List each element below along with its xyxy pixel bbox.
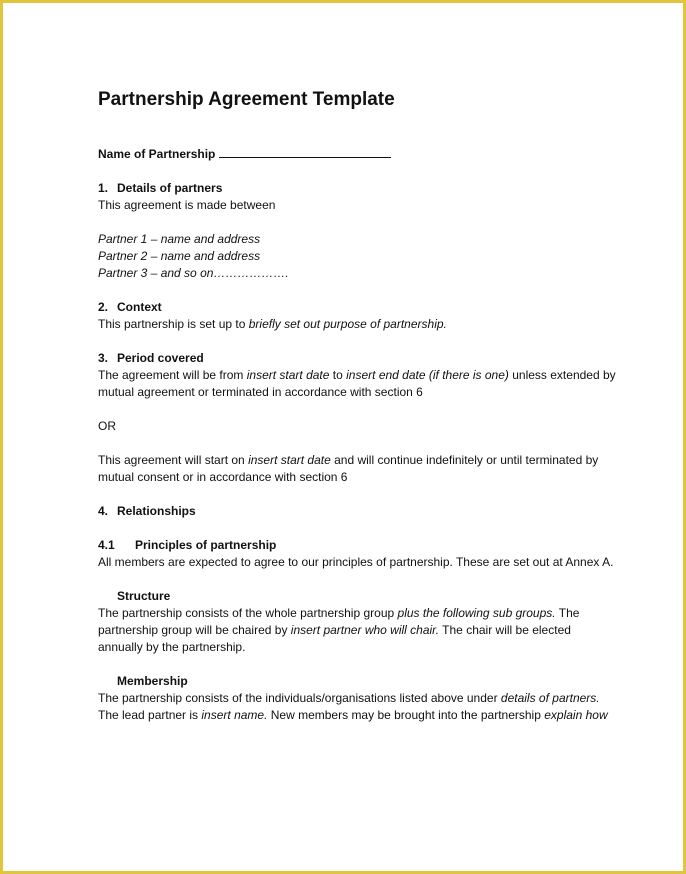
subsection-title: Membership xyxy=(117,674,188,688)
section-heading xyxy=(98,503,618,520)
section-text: This agreement is made between xyxy=(98,198,276,212)
partnership-name-line xyxy=(98,145,618,163)
document-page xyxy=(3,3,683,871)
section-text: All members are expected to agree to our principles of partnership. These are set out at Annex A. xyxy=(98,555,614,569)
subsection-number: 4.1 xyxy=(98,538,115,552)
section-period-covered xyxy=(98,350,618,486)
section-details-of-partners xyxy=(98,180,618,282)
document-title: Partnership Agreement Template xyxy=(98,89,395,110)
partnership-name-label: Name of Partnership xyxy=(98,147,216,161)
section-title: Relationships xyxy=(117,504,196,518)
section-text: This partnership is set up to briefly set out purpose of partnership. xyxy=(98,317,447,331)
section-number: 4. xyxy=(98,504,109,518)
section-heading xyxy=(98,350,618,367)
section-text: The partnership consists of the whole partnership group plus the following sub groups. The partnership group will be chaired by insert partner who will chair. The chair will be elected annually by the partnership. xyxy=(98,606,580,654)
section-title: Period covered xyxy=(117,351,204,365)
partner-list xyxy=(98,231,618,282)
section-title: Context xyxy=(117,300,162,314)
subsection-title: Principles of partnership xyxy=(135,538,277,552)
section-title: Details of partners xyxy=(117,181,223,195)
section-relationships xyxy=(98,503,618,724)
partner-item: Partner 3 – and so on………………. xyxy=(98,266,289,280)
section-heading xyxy=(98,180,618,197)
section-text: The partnership consists of the individuals/organisations listed above under details of partners. The lead partner is insert name. New members may be brought into the partnership explain how xyxy=(98,691,608,722)
section-text: This agreement will start on insert start date and will continue indefinitely or until terminated by mutual consent or in accordance with section 6 xyxy=(98,453,599,484)
subsection-structure xyxy=(98,588,618,656)
subsection-title: Structure xyxy=(117,589,171,603)
section-number: 2. xyxy=(98,300,109,314)
subsection-membership xyxy=(98,673,618,724)
section-number: 1. xyxy=(98,181,109,195)
partnership-name-blank xyxy=(219,145,391,158)
partner-item: Partner 2 – name and address xyxy=(98,249,261,263)
subsection-principles xyxy=(98,537,618,571)
partner-item: Partner 1 – name and address xyxy=(98,232,261,246)
section-number: 3. xyxy=(98,351,109,365)
section-context xyxy=(98,299,618,333)
subsection-heading xyxy=(98,537,618,554)
document-body xyxy=(98,88,618,724)
section-heading xyxy=(98,299,618,316)
section-text: The agreement will be from insert start date to insert end date (if there is one) unless extended by mutual agreement or terminated in accordance with section 6 xyxy=(98,368,616,399)
or-separator: OR xyxy=(98,419,116,433)
